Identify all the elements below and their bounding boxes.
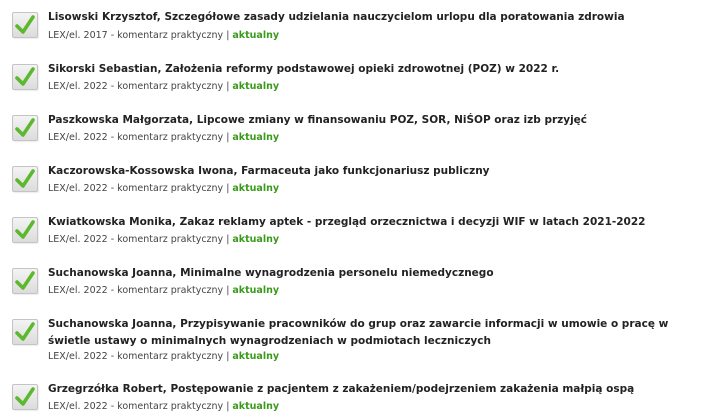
status-badge: aktualny [232, 81, 280, 92]
document-source: LEX/el. 2022 - komentarz praktyczny [48, 234, 224, 245]
document-meta [48, 285, 279, 296]
status-badge: aktualny [232, 30, 280, 41]
status-badge: aktualny [232, 234, 280, 245]
status-badge: aktualny [232, 351, 280, 362]
document-meta [48, 234, 279, 245]
document-title-link[interactable]: Grzegrzółka Robert, Postępowanie z pacjentem z zakażeniem/podejrzeniem zakażenia małpią ospą [48, 383, 635, 395]
meta-separator: | [226, 234, 230, 245]
check-icon[interactable] [12, 12, 38, 38]
document-meta [48, 30, 279, 41]
document-title-link[interactable]: Suchanowska Joanna, Przypisywanie pracowników do grup oraz zawarcie informacji w umowie o pracę w świetle ustawy o minimalnych wynagrodzeniach w podmiotach leczniczych [48, 318, 669, 347]
document-meta [48, 351, 279, 362]
document-title-link[interactable]: Paszkowska Małgorzata, Lipcowe zmiany w finansowaniu POZ, SOR, NiŚOP oraz izb przyjęć [48, 114, 588, 126]
check-icon[interactable] [12, 166, 38, 192]
check-icon[interactable] [12, 268, 38, 294]
document-source: LEX/el. 2022 - komentarz praktyczny [48, 81, 224, 92]
status-badge: aktualny [232, 401, 280, 412]
meta-separator: | [226, 132, 230, 143]
document-meta [48, 183, 279, 194]
document-source: LEX/el. 2022 - komentarz praktyczny [48, 183, 224, 194]
meta-separator: | [226, 401, 230, 412]
check-icon[interactable] [12, 217, 38, 243]
document-source: LEX/el. 2017 - komentarz praktyczny [48, 30, 224, 41]
meta-separator: | [226, 81, 230, 92]
document-source: LEX/el. 2022 - komentarz praktyczny [48, 132, 224, 143]
document-meta [48, 81, 279, 92]
document-source: LEX/el. 2022 - komentarz praktyczny [48, 285, 224, 296]
document-title-link[interactable]: Kwiatkowska Monika, Zakaz reklamy aptek - przegląd orzecznictwa i decyzji WIF w latach 2021-2022 [48, 216, 646, 228]
document-meta [48, 401, 279, 412]
meta-separator: | [226, 351, 230, 362]
check-icon[interactable] [12, 64, 38, 90]
document-title-link[interactable]: Suchanowska Joanna, Minimalne wynagrodzenia personelu niemedycznego [48, 267, 494, 279]
meta-separator: | [226, 285, 230, 296]
document-meta [48, 132, 279, 143]
document-source: LEX/el. 2022 - komentarz praktyczny [48, 351, 224, 362]
check-icon[interactable] [12, 384, 38, 410]
check-icon[interactable] [12, 319, 38, 345]
document-title-link[interactable]: Sikorski Sebastian, Założenia reformy podstawowej opieki zdrowotnej (POZ) w 2022 r. [48, 63, 560, 75]
document-title-link[interactable]: Kaczorowska-Kossowska Iwona, Farmaceuta jako funkcjonariusz publiczny [48, 165, 490, 177]
document-title-link[interactable]: Lisowski Krzysztof, Szczegółowe zasady udzielania nauczycielom urlopu dla poratowania zdrowia [48, 11, 625, 23]
check-icon[interactable] [12, 115, 38, 141]
document-source: LEX/el. 2022 - komentarz praktyczny [48, 401, 224, 412]
status-badge: aktualny [232, 132, 280, 143]
status-badge: aktualny [232, 183, 280, 194]
meta-separator: | [226, 183, 230, 194]
meta-separator: | [226, 30, 230, 41]
status-badge: aktualny [232, 285, 280, 296]
